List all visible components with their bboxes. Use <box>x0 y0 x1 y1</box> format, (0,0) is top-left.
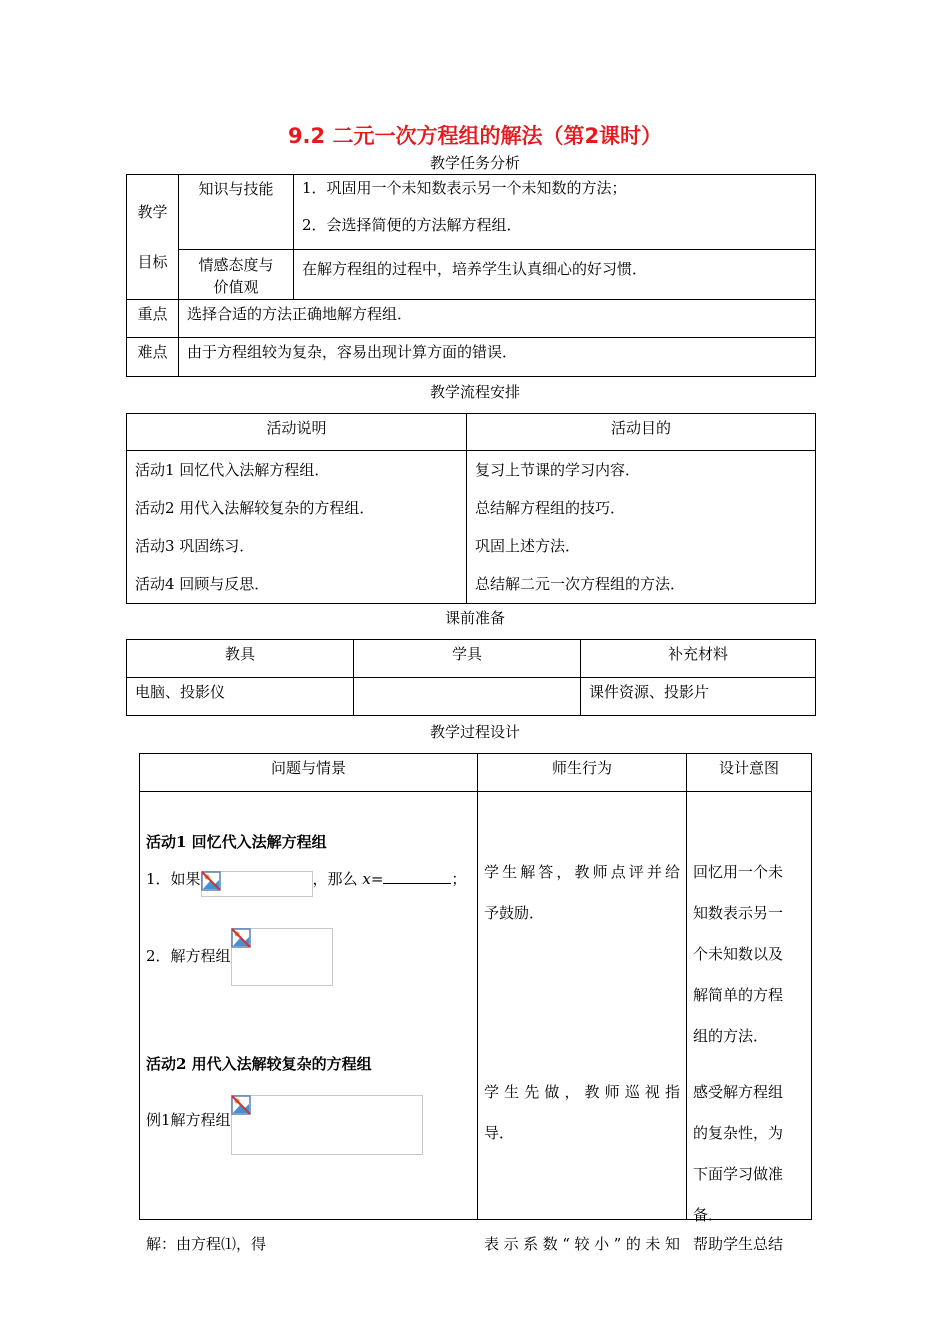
equation-image-3 <box>231 1095 423 1155</box>
flow-activity-4: 活动4 回顾与反思． <box>135 575 270 593</box>
flow-purpose-4: 总结解二元一次方程组的方法． <box>475 575 686 593</box>
intent-2-line2: 的复杂性，为 <box>693 1124 784 1142</box>
knowledge-item-2: 2．会选择简便的方法解方程组． <box>302 216 522 234</box>
difficult-text: 由于方程组较为复杂，容易出现计算方面的错误． <box>179 338 816 377</box>
behavior-2-line2: 导． <box>484 1124 515 1142</box>
intent-3: 帮助学生总结 <box>693 1235 784 1253</box>
activity2-title: 活动2 用代入法解较复杂的方程组 <box>146 1055 372 1073</box>
intent-2-line4: 备． <box>693 1206 724 1224</box>
goal-label-cell <box>127 175 179 300</box>
flow-activity-3: 活动3 巩固练习． <box>135 537 255 555</box>
process-table <box>139 753 812 1253</box>
process-header-intent: 设计意图 <box>687 754 812 792</box>
emotion-label <box>179 250 294 300</box>
behavior-2-line1: 学生先做，教师巡视指 <box>484 1083 680 1101</box>
example-1 <box>146 1110 423 1155</box>
example1-label: 例1解方程组 <box>146 1111 231 1129</box>
broken-image-icon <box>201 871 221 891</box>
behavior-3: 表示系数“较小”的未知 <box>484 1235 680 1253</box>
intent-1-line5: 组的方法． <box>693 1027 769 1045</box>
q1-eq: = <box>370 870 384 888</box>
flow-table <box>126 413 816 604</box>
preparation-table <box>126 639 816 716</box>
goal-label-bottom: 目标 <box>137 253 168 271</box>
behavior-1-line1: 学生解答，教师点评并给 <box>484 863 680 881</box>
intent-1 <box>693 852 809 1057</box>
prep-header-student-aids: 学具 <box>354 640 581 678</box>
q1-middle: ，那么 <box>312 870 358 888</box>
emotion-label-line1: 情感态度与 <box>198 256 274 274</box>
flow-purpose-3: 巩固上述方法． <box>475 537 581 555</box>
caption-task-analysis: 教学任务分析 <box>429 154 520 172</box>
prep-teaching-aids: 电脑、投影仪 <box>127 678 354 716</box>
key-text: 选择合适的方法正确地解方程组． <box>179 300 816 338</box>
q1-prefix: 1．如果 <box>146 870 201 888</box>
intent-1-line3: 个未知数以及 <box>693 945 784 963</box>
prep-materials: 课件资源、投影片 <box>581 678 816 716</box>
task-analysis-table <box>126 174 816 377</box>
goal-label-top: 教学 <box>137 203 168 221</box>
equation-image-2 <box>231 928 333 986</box>
difficult-label: 难点 <box>127 338 179 377</box>
knowledge-label: 知识与技能 <box>179 175 294 250</box>
caption-process: 教学过程设计 <box>429 723 520 741</box>
process-intent-cell <box>687 792 812 1253</box>
caption-preparation: 课前准备 <box>444 609 505 627</box>
process-question-cell <box>140 792 478 1253</box>
intent-2-line3: 下面学习做准 <box>693 1165 784 1183</box>
page-title: 9.2 二元一次方程组的解法（第2课时） <box>287 124 663 148</box>
flow-activity-1: 活动1 回忆代入法解方程组． <box>135 461 330 479</box>
intent-1-line1: 回忆用一个未 <box>693 863 784 881</box>
intent-1-line2: 知数表示另一 <box>693 904 784 922</box>
flow-purpose-1: 复习上节课的学习内容． <box>475 461 641 479</box>
broken-image-icon <box>231 1095 251 1115</box>
activity1-title: 活动1 回忆代入法解方程组 <box>146 833 327 851</box>
emotion-label-line2: 价值观 <box>213 278 259 296</box>
intent-2-line1: 感受解方程组 <box>693 1083 784 1101</box>
key-label: 重点 <box>127 300 179 338</box>
flow-header-activity: 活动说明 <box>127 414 467 451</box>
process-header-behavior: 师生行为 <box>478 754 687 792</box>
q2-prefix: 2．解方程组 <box>146 947 231 965</box>
emotion-text: 在解方程组的过程中，培养学生认真细心的好习惯． <box>294 250 816 300</box>
prep-student-aids <box>354 678 581 716</box>
flow-activity-2: 活动2 用代入法解较复杂的方程组． <box>135 499 375 517</box>
knowledge-item-1: 1．巩固用一个未知数表示另一个未知数的方法； <box>302 179 627 197</box>
behavior-1-line2: 予鼓励． <box>484 904 545 922</box>
intent-2 <box>693 1072 809 1236</box>
question-1 <box>146 869 466 897</box>
prep-header-teaching-aids: 教具 <box>127 640 354 678</box>
equation-image-1 <box>201 871 313 897</box>
flow-activities-cell <box>127 451 467 604</box>
intent-1-line4: 解简单的方程 <box>693 986 784 1004</box>
solution-start: 解：由方程⑴，得 <box>146 1235 267 1253</box>
answer-blank[interactable] <box>383 869 451 884</box>
flow-purpose-2: 总结解方程组的技巧． <box>475 499 626 517</box>
behavior-2 <box>484 1072 680 1154</box>
q1-var: x <box>362 870 371 888</box>
q1-end: ； <box>451 870 467 888</box>
knowledge-content <box>294 175 816 250</box>
behavior-1 <box>484 852 680 934</box>
caption-flow: 教学流程安排 <box>429 383 520 401</box>
prep-header-materials: 补充材料 <box>581 640 816 678</box>
process-behavior-cell <box>478 792 687 1253</box>
flow-purposes-cell <box>467 451 816 604</box>
broken-image-icon <box>231 928 251 948</box>
flow-header-purpose: 活动目的 <box>467 414 816 451</box>
question-2 <box>146 946 333 986</box>
process-header-question: 问题与情景 <box>140 754 478 792</box>
